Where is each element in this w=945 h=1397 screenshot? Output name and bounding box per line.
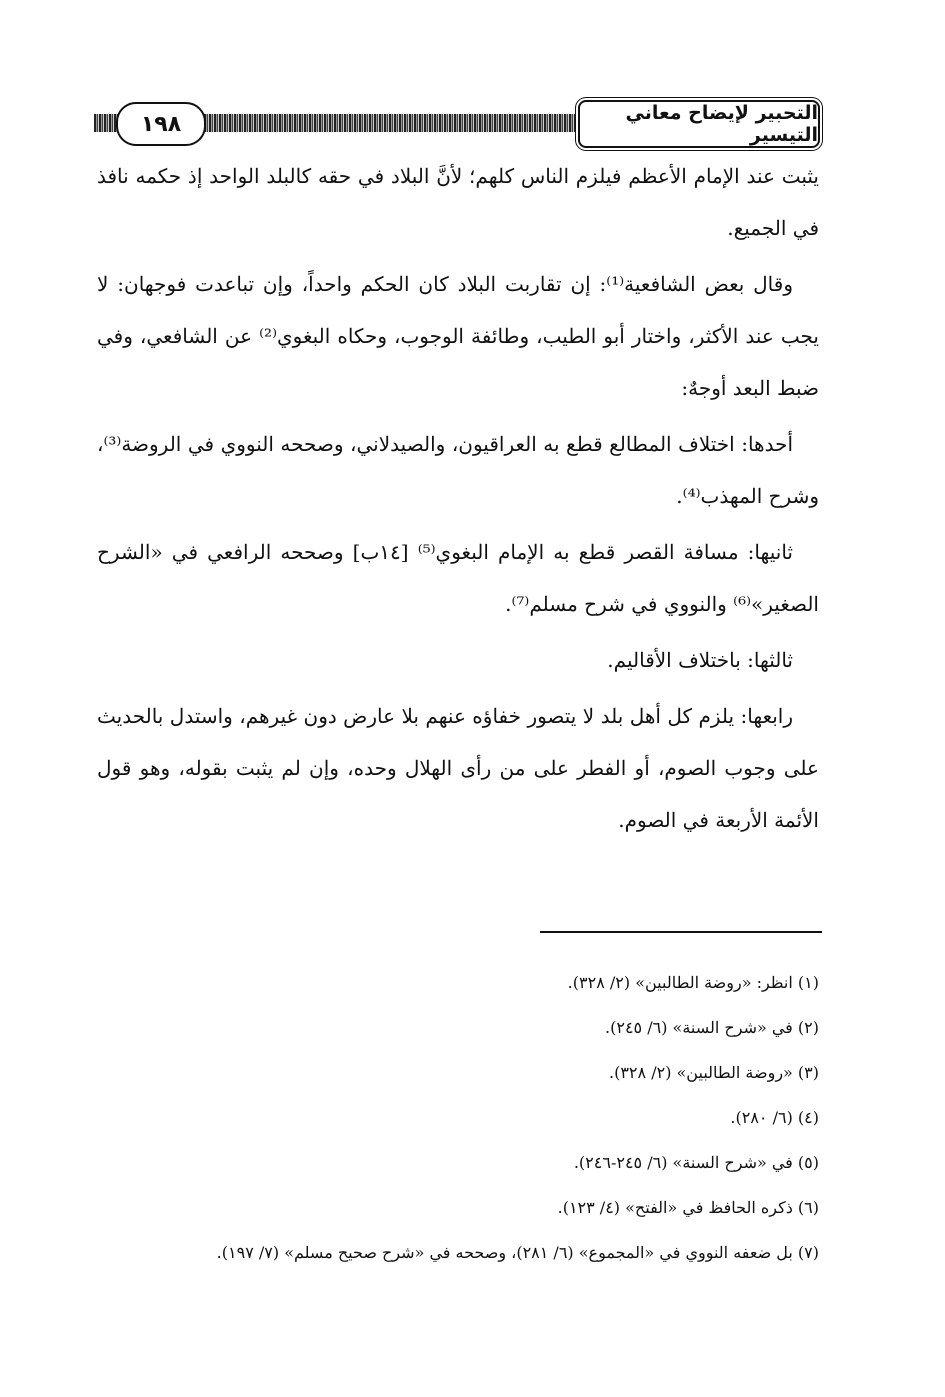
footnote-3: (٣) «روضة الطالبين» (٢/ ٣٢٨). bbox=[609, 1063, 819, 1082]
page-header bbox=[94, 98, 820, 150]
footnote-separator bbox=[540, 931, 822, 933]
footnote-1: (١) انظر: «روضة الطالبين» (٢/ ٣٢٨). bbox=[567, 973, 819, 992]
paragraph-6: رابعها: يلزم كل أهل بلد لا يتصور خفاؤه عنهم بلا عارض دون غيرهم، واستدل بالحديث على وجوب الصوم، أو الفطر على من رأى الهلال وحده، وإن لم يثبت بقوله، وهو قول الأئمة الأربعة في الصوم. bbox=[97, 704, 819, 832]
footnote-5: (٥) في «شرح السنة» (٦/ ٢٤٥-٢٤٦). bbox=[573, 1153, 819, 1172]
paragraph-2: وقال بعض الشافعية⁽¹⁾: إن تقاربت البلاد كان الحكم واحداً، وإن تباعدت فوجهان: لا يجب عند الأكثر، واختار أبو الطيب، وطائفة الوجوب، وحكاه البغوي⁽²⁾ عن الشافعي، وفي ضبط البعد أوجهٌ: bbox=[97, 272, 819, 400]
footnote-4: (٤) (٦/ ٢٨٠). bbox=[730, 1108, 819, 1127]
paragraph-1: يثبت عند الإمام الأعظم فيلزم الناس كلهم؛ لأنَّ البلاد في حقه كالبلد الواحد إذ حكمه نافذ في الجميع. bbox=[97, 164, 819, 240]
footnotes bbox=[97, 960, 819, 1275]
paragraph-5: ثالثها: باختلاف الأقاليم. bbox=[607, 648, 793, 672]
paragraph-4: ثانيها: مسافة القصر قطع به الإمام البغوي⁽⁵⁾ [١٤ب] وصححه الرافعي في «الشرح الصغير»⁽⁶⁾ والنووي في شرح مسلم⁽⁷⁾. bbox=[97, 540, 819, 616]
footnote-7: (٧) بل ضعفه النووي في «المجموع» (٦/ ٢٨١)، وصححه في «شرح صحيح مسلم» (٧/ ١٩٧). bbox=[216, 1243, 819, 1262]
footnote-2: (٢) في «شرح السنة» (٦/ ٢٤٥). bbox=[605, 1018, 819, 1037]
paragraph-3: أحدها: اختلاف المطالع قطع به العراقيون، والصيدلاني، وصححه النووي في الروضة⁽³⁾، وشرح المهذب⁽⁴⁾. bbox=[97, 432, 819, 508]
main-text bbox=[97, 150, 819, 850]
footnote-6: (٦) ذكره الحافظ في «الفتح» (٤/ ١٢٣). bbox=[557, 1198, 819, 1217]
book-title: التحبير لإيضاح معاني التيسير bbox=[578, 100, 820, 148]
page-number: ١٩٨ bbox=[116, 102, 206, 146]
